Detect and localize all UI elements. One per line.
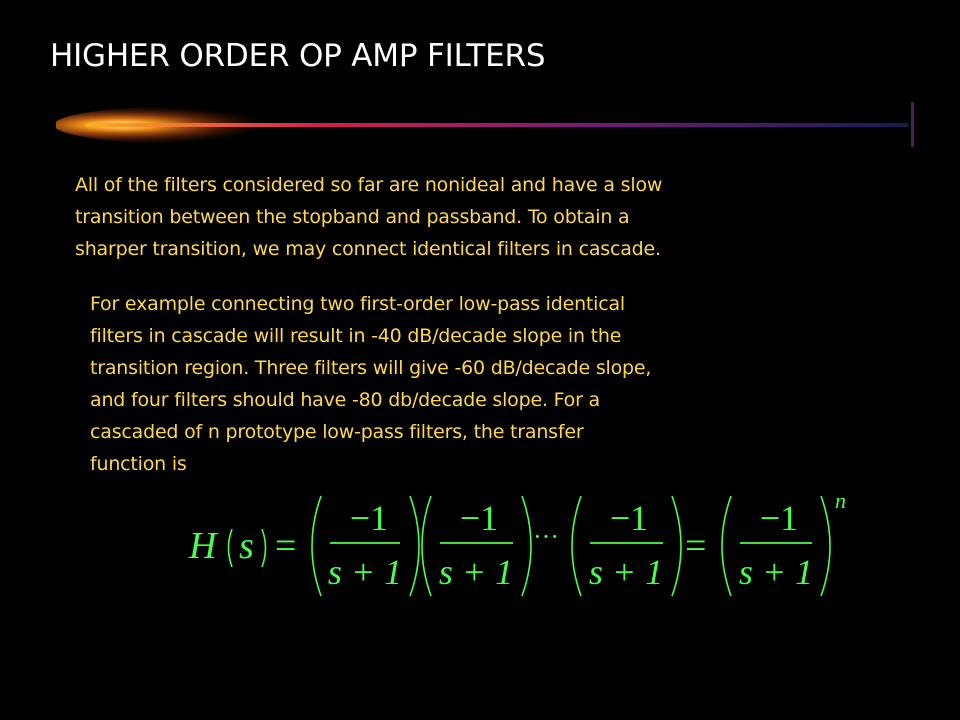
transfer-function-equation bbox=[175, 488, 855, 598]
divider-end-cap bbox=[911, 102, 914, 147]
factor-1-denominator: s + 1 bbox=[327, 552, 403, 592]
paragraph-line: and four filters should have -80 db/decade slope. For a bbox=[90, 389, 600, 411]
equals-sign-2: = bbox=[685, 525, 707, 567]
lhs-function: H bbox=[189, 525, 217, 567]
factor-1-numerator: −1 bbox=[349, 498, 389, 538]
lhs-argument: s bbox=[239, 525, 254, 567]
factor-1-left-bracket bbox=[312, 496, 321, 596]
intro-paragraph bbox=[75, 169, 662, 265]
paragraph-line: transition between the stopband and passband. To obtain a bbox=[75, 206, 630, 228]
factor-2-numerator: −1 bbox=[459, 498, 499, 538]
power-exponent: n bbox=[835, 488, 846, 513]
equation-ellipsis: ··· bbox=[533, 522, 559, 551]
lhs-close-paren bbox=[262, 529, 266, 567]
example-paragraph bbox=[90, 288, 651, 480]
factor-2-left-bracket bbox=[422, 496, 431, 596]
paragraph-line: For example connecting two first-order low-pass identical bbox=[90, 293, 626, 315]
factor-n-right-bracket bbox=[672, 496, 681, 596]
factor-2-right-bracket bbox=[522, 496, 531, 596]
paragraph-line: All of the filters considered so far are nonideal and have a slow bbox=[75, 174, 663, 196]
paragraph-line: filters in cascade will result in -40 dB/decade slope in the bbox=[90, 325, 622, 347]
factor-n-denominator: s + 1 bbox=[588, 552, 664, 592]
paragraph-line: cascaded of n prototype low-pass filters, the transfer bbox=[90, 421, 584, 443]
equals-sign: = bbox=[275, 525, 297, 567]
slide-title: HIGHER ORDER OP AMP FILTERS bbox=[50, 38, 546, 74]
power-numerator: −1 bbox=[759, 498, 799, 538]
factor-n-left-bracket bbox=[572, 496, 581, 596]
factor-n-numerator: −1 bbox=[609, 498, 649, 538]
power-denominator: s + 1 bbox=[738, 552, 814, 592]
title-divider-bar bbox=[56, 102, 918, 150]
factor-2-denominator: s + 1 bbox=[438, 552, 514, 592]
power-right-bracket bbox=[821, 496, 830, 596]
factor-1-right-bracket bbox=[410, 496, 419, 596]
paragraph-line: function is bbox=[90, 453, 187, 475]
paragraph-line: transition region. Three filters will give -60 dB/decade slope, bbox=[90, 357, 652, 379]
power-left-bracket bbox=[722, 496, 731, 596]
paragraph-line: sharper transition, we may connect identical filters in cascade. bbox=[75, 238, 661, 260]
lhs-open-paren bbox=[229, 529, 233, 567]
divider-line bbox=[86, 123, 908, 127]
